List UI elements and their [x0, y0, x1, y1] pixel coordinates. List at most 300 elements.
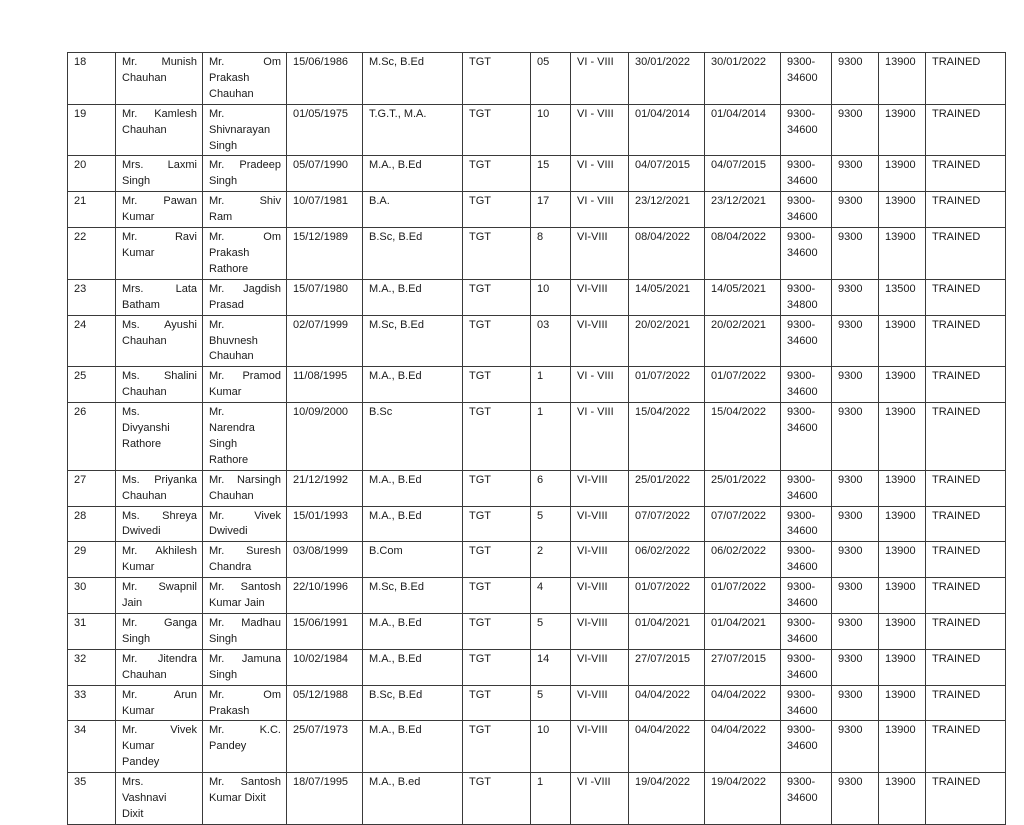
post-cell: TGT: [463, 721, 531, 773]
father-name-line: Kumar: [209, 386, 242, 399]
teacher-name-cell: [116, 104, 203, 156]
teacher-name-line: Chauhan: [122, 334, 167, 347]
pay-scale-line: 9300-: [787, 617, 816, 629]
classes-cell: VI - VIII: [571, 156, 629, 192]
pay-scale-cell: [781, 315, 832, 367]
training-status-cell: TRAINED: [926, 685, 1006, 721]
experience-cell: 10: [531, 721, 571, 773]
word: Jitendra: [157, 652, 197, 665]
teacher-name-line: Chauhan: [122, 668, 167, 681]
teacher-name-line: [122, 230, 197, 246]
table-row: [68, 470, 1006, 506]
gross-pay-cell: 13900: [879, 685, 926, 721]
basic-pay-cell: 9300: [832, 685, 879, 721]
basic-pay-cell: 9300: [832, 470, 879, 506]
serial-number-cell: 19: [68, 104, 116, 156]
teacher-name-line: [122, 318, 197, 334]
teacher-name-cell: [116, 542, 203, 578]
teacher-name-cell: [116, 156, 203, 192]
word: Mr.: [122, 617, 138, 629]
appointment-date-cell: 01/07/2022: [705, 367, 781, 403]
teacher-name-line: Mrs.: [122, 776, 144, 789]
experience-cell: 1: [531, 403, 571, 471]
word: Mr.: [209, 581, 225, 594]
pay-scale-line: 34600: [787, 211, 818, 224]
word: Ravi: [174, 231, 197, 244]
pay-scale-cell: [781, 192, 832, 228]
pay-scale-cell: [781, 542, 832, 578]
qualification-cell: M.A., B.ed: [363, 773, 463, 825]
pay-scale-line: 9300-: [787, 688, 816, 701]
experience-cell: 15: [531, 156, 571, 192]
classes-cell: VI-VIII: [571, 279, 629, 315]
teacher-name-line: [122, 580, 197, 596]
father-name-line: [209, 616, 281, 632]
date-of-birth-cell: 15/12/1989: [287, 228, 363, 280]
basic-pay-cell: 9300: [832, 104, 879, 156]
father-name-line: Singh: [209, 668, 238, 681]
experience-cell: 17: [531, 192, 571, 228]
word: Jagdish: [243, 282, 281, 295]
table-row: [68, 403, 1006, 471]
pay-scale-line: 9300-: [787, 56, 816, 68]
experience-cell: 1: [531, 773, 571, 825]
table-body: [68, 53, 1006, 825]
father-name-cell: [203, 104, 287, 156]
joining-date-cell: 08/04/2022: [629, 228, 705, 280]
training-status-cell: TRAINED: [926, 542, 1006, 578]
word: Mr.: [122, 107, 138, 120]
word: Mr.: [122, 545, 138, 558]
teacher-name-line: [122, 282, 197, 298]
pay-scale-cell: [781, 104, 832, 156]
basic-pay-cell: 9300: [832, 192, 879, 228]
date-of-birth-cell: 22/10/1996: [287, 578, 363, 614]
father-name-line: [209, 230, 281, 246]
training-status-cell: TRAINED: [926, 315, 1006, 367]
father-name-cell: [203, 773, 287, 825]
qualification-cell: B.Com: [363, 542, 463, 578]
father-name-line: Prakash: [209, 246, 250, 259]
father-name-line: Chauhan: [209, 489, 254, 502]
joining-date-cell: 01/07/2022: [629, 367, 705, 403]
experience-cell: 10: [531, 104, 571, 156]
experience-cell: 03: [531, 315, 571, 367]
training-status-cell: TRAINED: [926, 470, 1006, 506]
pay-scale-line: 9300-: [787, 159, 816, 172]
basic-pay-cell: 9300: [832, 315, 879, 367]
teacher-name-line: Jain: [122, 597, 143, 610]
joining-date-cell: 19/04/2022: [629, 773, 705, 825]
pay-scale-line: 34600: [787, 597, 818, 610]
gross-pay-cell: 13500: [879, 279, 926, 315]
date-of-birth-cell: 05/12/1988: [287, 685, 363, 721]
pay-scale-line: 9300-: [787, 231, 816, 244]
gross-pay-cell: 13900: [879, 53, 926, 105]
father-name-line: Prakash: [209, 71, 250, 84]
joining-date-cell: 06/02/2022: [629, 542, 705, 578]
pay-scale-cell: [781, 506, 832, 542]
classes-cell: VI-VIII: [571, 228, 629, 280]
gross-pay-cell: 13900: [879, 192, 926, 228]
experience-cell: 5: [531, 614, 571, 650]
pay-scale-line: 9300-: [787, 370, 816, 383]
training-status-cell: TRAINED: [926, 156, 1006, 192]
pay-scale-cell: [781, 470, 832, 506]
father-name-line: [209, 369, 281, 385]
word: Om: [263, 56, 281, 68]
teacher-name-line: [122, 723, 197, 739]
joining-date-cell: 25/01/2022: [629, 470, 705, 506]
gross-pay-cell: 13900: [879, 315, 926, 367]
word: Ms.: [122, 318, 140, 331]
teacher-name-cell: [116, 367, 203, 403]
word: Vivek: [254, 509, 281, 522]
father-name-line: Mr.: [209, 406, 225, 419]
gross-pay-cell: 13900: [879, 578, 926, 614]
experience-cell: 6: [531, 470, 571, 506]
word: Mr.: [209, 231, 225, 244]
joining-date-cell: 04/04/2022: [629, 721, 705, 773]
teacher-name-line: Chauhan: [122, 386, 167, 399]
pay-scale-line: 34800: [787, 298, 818, 311]
basic-pay-cell: 9300: [832, 614, 879, 650]
qualification-cell: B.Sc, B.Ed: [363, 228, 463, 280]
serial-number-cell: 26: [68, 403, 116, 471]
father-name-line: Rathore: [209, 453, 249, 466]
basic-pay-cell: 9300: [832, 279, 879, 315]
table-row: [68, 649, 1006, 685]
pay-scale-cell: [781, 367, 832, 403]
experience-cell: 5: [531, 506, 571, 542]
gross-pay-cell: 13900: [879, 104, 926, 156]
appointment-date-cell: 01/04/2014: [705, 104, 781, 156]
date-of-birth-cell: 18/07/1995: [287, 773, 363, 825]
classes-cell: VI-VIII: [571, 721, 629, 773]
date-of-birth-cell: 10/07/1981: [287, 192, 363, 228]
post-cell: TGT: [463, 470, 531, 506]
serial-number-cell: 23: [68, 279, 116, 315]
classes-cell: VI - VIII: [571, 403, 629, 471]
table-row: [68, 279, 1006, 315]
word: Mr.: [122, 652, 138, 665]
pay-scale-line: 9300-: [787, 581, 816, 594]
date-of-birth-cell: 15/06/1991: [287, 614, 363, 650]
teacher-name-line: [122, 107, 197, 123]
date-of-birth-cell: 15/07/1980: [287, 279, 363, 315]
serial-number-cell: 27: [68, 470, 116, 506]
appointment-date-cell: 14/05/2021: [705, 279, 781, 315]
father-name-line: Singh: [209, 632, 238, 645]
teacher-name-line: Singh: [122, 632, 151, 645]
teacher-name-cell: [116, 578, 203, 614]
teacher-name-line: Divyanshi: [122, 422, 170, 435]
serial-number-cell: 34: [68, 721, 116, 773]
teacher-name-line: Kumar: [122, 740, 155, 753]
qualification-cell: M.A., B.Ed: [363, 649, 463, 685]
gross-pay-cell: 13900: [879, 506, 926, 542]
date-of-birth-cell: 25/07/1973: [287, 721, 363, 773]
gross-pay-cell: 13900: [879, 721, 926, 773]
appointment-date-cell: 15/04/2022: [705, 403, 781, 471]
basic-pay-cell: 9300: [832, 53, 879, 105]
father-name-cell: [203, 53, 287, 105]
post-cell: TGT: [463, 104, 531, 156]
pay-scale-cell: [781, 578, 832, 614]
pay-scale-cell: [781, 279, 832, 315]
pay-scale-line: 9300-: [787, 545, 816, 558]
gross-pay-cell: 13900: [879, 403, 926, 471]
teacher-name-cell: [116, 614, 203, 650]
word: Mr.: [209, 509, 225, 522]
father-name-line: Mr.: [209, 318, 225, 331]
table-row: [68, 315, 1006, 367]
serial-number-cell: 30: [68, 578, 116, 614]
father-name-line: [209, 55, 281, 71]
word: Lata: [175, 282, 197, 295]
teacher-name-line: [122, 688, 197, 704]
classes-cell: VI - VIII: [571, 367, 629, 403]
pay-scale-line: 34600: [787, 123, 818, 136]
serial-number-cell: 31: [68, 614, 116, 650]
word: Madhau: [241, 617, 281, 629]
word: Mr.: [209, 724, 225, 737]
word: Vivek: [170, 724, 197, 737]
pay-scale-cell: [781, 53, 832, 105]
word: Pramod: [242, 370, 281, 383]
word: Mr.: [209, 545, 225, 558]
qualification-cell: T.G.T., M.A.: [363, 104, 463, 156]
father-name-line: Chauhan: [209, 87, 254, 100]
table-row: [68, 721, 1006, 773]
table-row: [68, 542, 1006, 578]
pay-scale-cell: [781, 649, 832, 685]
experience-cell: 5: [531, 685, 571, 721]
pay-scale-line: 34600: [787, 422, 818, 435]
gross-pay-cell: 13900: [879, 470, 926, 506]
pay-scale-line: 34600: [787, 334, 818, 347]
appointment-date-cell: 06/02/2022: [705, 542, 781, 578]
father-name-cell: [203, 228, 287, 280]
qualification-cell: M.A., B.Ed: [363, 506, 463, 542]
father-name-cell: [203, 506, 287, 542]
table-row: [68, 578, 1006, 614]
joining-date-cell: 01/04/2021: [629, 614, 705, 650]
father-name-line: [209, 688, 281, 704]
serial-number-cell: 18: [68, 53, 116, 105]
word: Mrs.: [122, 159, 144, 172]
gross-pay-cell: 13900: [879, 614, 926, 650]
classes-cell: VI -VIII: [571, 773, 629, 825]
word: Akhilesh: [155, 545, 197, 558]
father-name-line: Singh: [209, 437, 238, 450]
gross-pay-cell: 13900: [879, 367, 926, 403]
pay-scale-cell: [781, 403, 832, 471]
word: Mr.: [209, 56, 225, 68]
training-status-cell: TRAINED: [926, 228, 1006, 280]
teacher-name-line: Kumar: [122, 561, 155, 574]
word: Kamlesh: [154, 107, 197, 120]
post-cell: TGT: [463, 578, 531, 614]
basic-pay-cell: 9300: [832, 506, 879, 542]
appointment-date-cell: 23/12/2021: [705, 192, 781, 228]
joining-date-cell: 30/01/2022: [629, 53, 705, 105]
date-of-birth-cell: 10/09/2000: [287, 403, 363, 471]
basic-pay-cell: 9300: [832, 773, 879, 825]
appointment-date-cell: 01/07/2022: [705, 578, 781, 614]
teacher-name-line: [122, 652, 197, 668]
table-row: [68, 228, 1006, 280]
father-name-line: Prasad: [209, 298, 244, 311]
classes-cell: VI - VIII: [571, 192, 629, 228]
classes-cell: VI-VIII: [571, 685, 629, 721]
teacher-name-cell: [116, 685, 203, 721]
staff-table: [67, 52, 1006, 825]
word: Mr.: [122, 724, 138, 737]
post-cell: TGT: [463, 192, 531, 228]
table-row: [68, 367, 1006, 403]
father-name-line: [209, 544, 281, 560]
father-name-cell: [203, 685, 287, 721]
serial-number-cell: 35: [68, 773, 116, 825]
pay-scale-line: 9300-: [787, 776, 816, 789]
experience-cell: 1: [531, 367, 571, 403]
word: Jamuna: [241, 652, 281, 665]
teacher-name-cell: [116, 470, 203, 506]
post-cell: TGT: [463, 685, 531, 721]
appointment-date-cell: 30/01/2022: [705, 53, 781, 105]
classes-cell: VI-VIII: [571, 649, 629, 685]
joining-date-cell: 27/07/2015: [629, 649, 705, 685]
classes-cell: VI-VIII: [571, 506, 629, 542]
teacher-name-cell: [116, 53, 203, 105]
teacher-name-cell: [116, 228, 203, 280]
table-row: [68, 104, 1006, 156]
pay-scale-line: 34600: [787, 704, 818, 717]
pay-scale-line: 9300-: [787, 473, 816, 486]
word: Mr.: [122, 231, 138, 244]
teacher-name-cell: [116, 773, 203, 825]
word: Mr.: [209, 776, 225, 789]
word: Mr.: [209, 688, 225, 701]
qualification-cell: M.A., B.Ed: [363, 367, 463, 403]
teacher-name-line: Dwivedi: [122, 525, 161, 538]
training-status-cell: TRAINED: [926, 279, 1006, 315]
serial-number-cell: 25: [68, 367, 116, 403]
teacher-name-line: Kumar: [122, 246, 155, 259]
serial-number-cell: 33: [68, 685, 116, 721]
father-name-line: Ram: [209, 211, 233, 224]
qualification-cell: B.Sc, B.Ed: [363, 685, 463, 721]
word: Laxmi: [167, 159, 197, 172]
pay-scale-cell: [781, 773, 832, 825]
word: Ms.: [122, 509, 140, 522]
date-of-birth-cell: 15/06/1986: [287, 53, 363, 105]
father-name-cell: [203, 279, 287, 315]
serial-number-cell: 22: [68, 228, 116, 280]
serial-number-cell: 32: [68, 649, 116, 685]
word: Om: [263, 688, 281, 701]
appointment-date-cell: 19/04/2022: [705, 773, 781, 825]
father-name-cell: [203, 403, 287, 471]
qualification-cell: M.Sc, B.Ed: [363, 53, 463, 105]
joining-date-cell: 01/07/2022: [629, 578, 705, 614]
father-name-line: Singh: [209, 175, 238, 188]
table-row: [68, 53, 1006, 105]
pay-scale-cell: [781, 614, 832, 650]
pay-scale-line: 9300-: [787, 509, 816, 522]
qualification-cell: B.Sc: [363, 403, 463, 471]
date-of-birth-cell: 02/07/1999: [287, 315, 363, 367]
pay-scale-line: 9300-: [787, 282, 816, 295]
teacher-name-line: Kumar: [122, 704, 155, 717]
post-cell: TGT: [463, 649, 531, 685]
word: Arun: [173, 688, 197, 701]
pay-scale-cell: [781, 228, 832, 280]
qualification-cell: B.A.: [363, 192, 463, 228]
father-name-line: [209, 473, 281, 489]
qualification-cell: M.A., B.Ed: [363, 721, 463, 773]
teacher-name-line: [122, 544, 197, 560]
father-name-line: Chandra: [209, 561, 252, 574]
classes-cell: VI-VIII: [571, 470, 629, 506]
experience-cell: 4: [531, 578, 571, 614]
joining-date-cell: 04/07/2015: [629, 156, 705, 192]
classes-cell: VI-VIII: [571, 315, 629, 367]
teacher-name-line: Batham: [122, 298, 160, 311]
post-cell: TGT: [463, 773, 531, 825]
classes-cell: VI - VIII: [571, 53, 629, 105]
training-status-cell: TRAINED: [926, 53, 1006, 105]
father-name-line: Narendra: [209, 422, 255, 435]
pay-scale-line: 34600: [787, 489, 818, 502]
training-status-cell: TRAINED: [926, 367, 1006, 403]
qualification-cell: M.A., B.Ed: [363, 279, 463, 315]
pay-scale-line: 9300-: [787, 724, 816, 737]
father-name-line: [209, 775, 281, 791]
teacher-name-cell: [116, 721, 203, 773]
classes-cell: VI - VIII: [571, 104, 629, 156]
pay-scale-line: 34600: [787, 525, 818, 538]
qualification-cell: M.Sc, B.Ed: [363, 578, 463, 614]
teacher-name-cell: [116, 315, 203, 367]
date-of-birth-cell: 10/02/1984: [287, 649, 363, 685]
appointment-date-cell: 20/02/2021: [705, 315, 781, 367]
teacher-name-line: Chauhan: [122, 71, 167, 84]
father-name-line: Prakash: [209, 704, 250, 717]
teacher-name-line: Singh: [122, 175, 151, 188]
teacher-name-line: [122, 369, 197, 385]
word: Mr.: [209, 159, 225, 172]
table-row: [68, 614, 1006, 650]
date-of-birth-cell: 15/01/1993: [287, 506, 363, 542]
classes-cell: VI-VIII: [571, 542, 629, 578]
experience-cell: 05: [531, 53, 571, 105]
basic-pay-cell: 9300: [832, 156, 879, 192]
appointment-date-cell: 08/04/2022: [705, 228, 781, 280]
pay-scale-line: 34600: [787, 632, 818, 645]
father-name-cell: [203, 721, 287, 773]
appointment-date-cell: 04/04/2022: [705, 685, 781, 721]
training-status-cell: TRAINED: [926, 192, 1006, 228]
word: Mr.: [122, 56, 138, 68]
word: Santosh: [240, 581, 281, 594]
basic-pay-cell: 9300: [832, 721, 879, 773]
word: Ayushi: [164, 318, 197, 331]
father-name-line: [209, 194, 281, 210]
table-row: [68, 506, 1006, 542]
training-status-cell: TRAINED: [926, 403, 1006, 471]
